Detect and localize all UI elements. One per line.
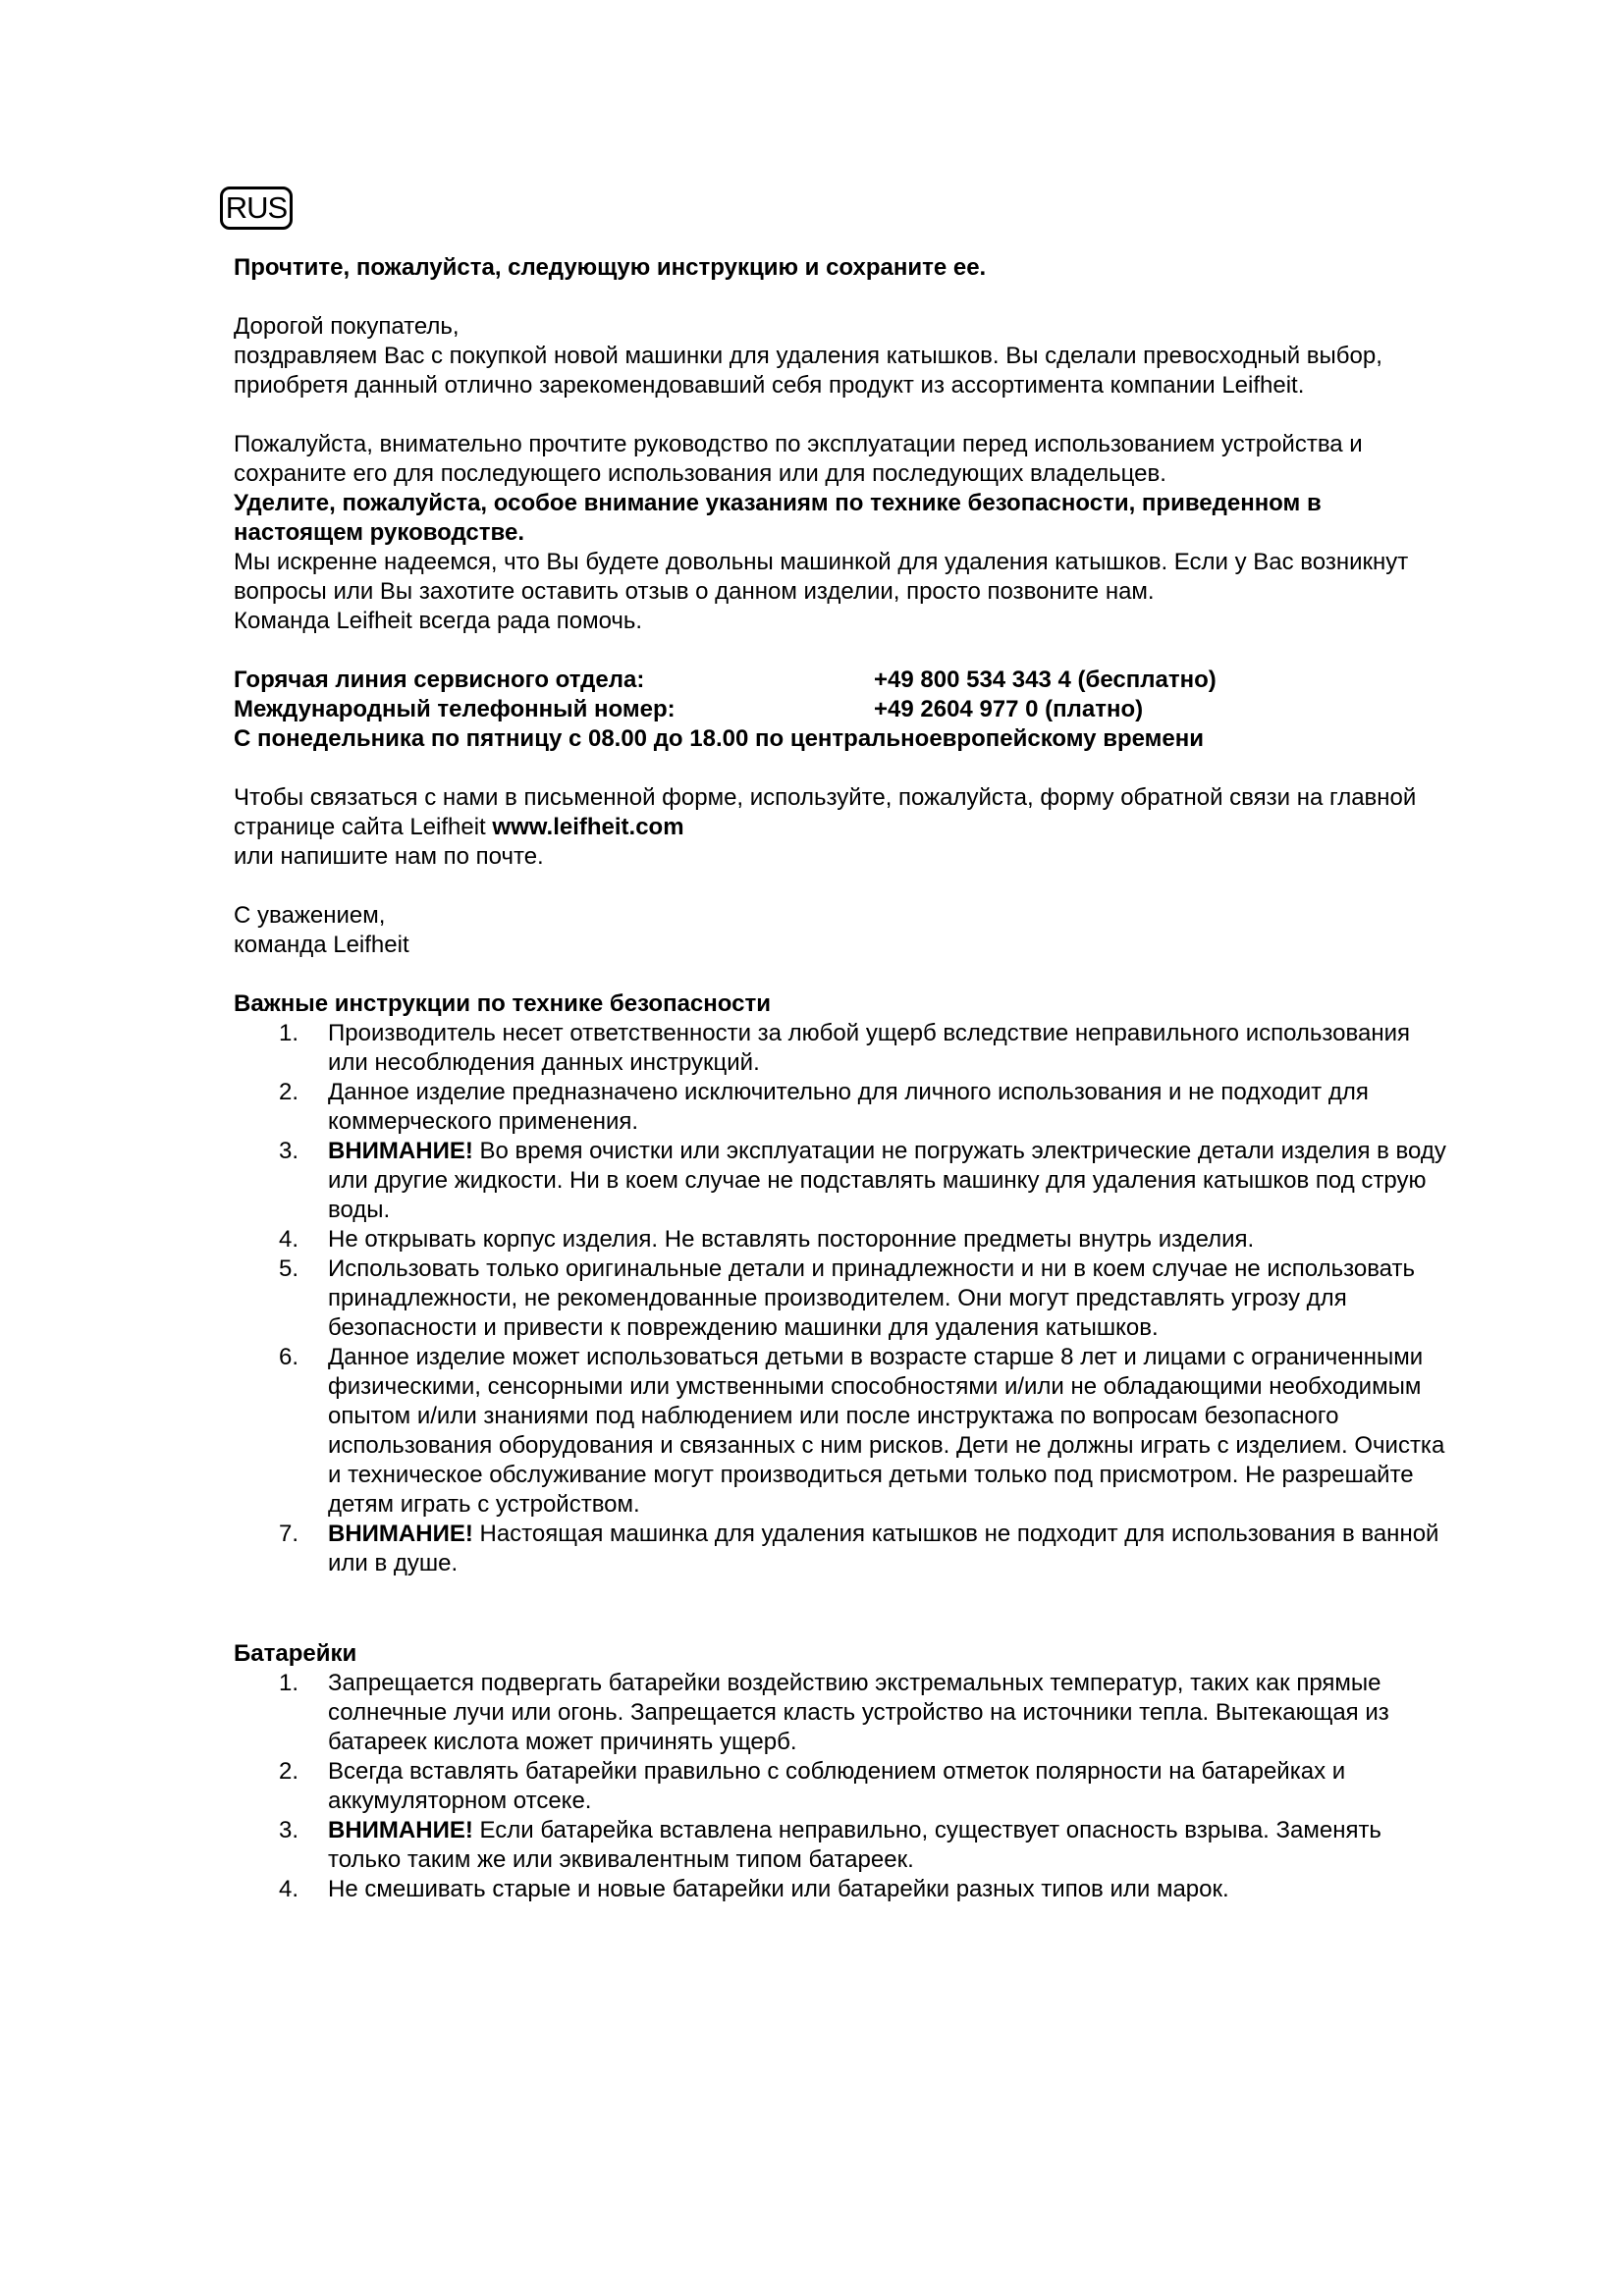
document-body	[234, 253, 1451, 1904]
intro-paragraph-3: Пожалуйста, внимательно прочтите руководство по эксплуатации перед использованием устройства и сохраните его для последующего использования или для последующих владельцев.	[234, 431, 1363, 487]
item-text-body: Настоящая машинка для удаления катышков не подходит для использования в ванной или в душе.	[328, 1521, 1439, 1576]
list-item	[234, 1669, 1451, 1757]
intro-paragraph-5: Команда Leifheit всегда рада помочь.	[234, 608, 643, 634]
list-item	[234, 1816, 1451, 1875]
intl-number[interactable]: +49 2604 977 0 (платно)	[874, 696, 1144, 722]
item-number: 3.	[279, 1817, 299, 1843]
written-contact-text: Чтобы связаться с нами в письменной форме, используйте, пожалуйста, форму обратной связи на главной странице сайта Leifheit	[234, 784, 1417, 840]
item-text	[328, 1520, 1451, 1578]
hotline-label: Горячая линия сервисного отдела:	[234, 667, 645, 693]
closing-team: команда Leifheit	[234, 932, 409, 958]
intro-paragraph-2: приобретя данный отлично зарекомендовавший себя продукт из ассортимента компании Leifheit.	[234, 372, 1305, 399]
greeting: Дорогой покупатель,	[234, 313, 460, 340]
safety-note: Уделите, пожалуйста, особое внимание указаниям по технике безопасности, приведенном в настоящем руководстве.	[234, 490, 1322, 546]
list-item	[234, 1225, 1451, 1255]
list-item	[234, 1019, 1451, 1078]
intl-row	[234, 695, 1451, 724]
item-number: 2.	[279, 1758, 299, 1785]
list-item	[234, 1078, 1451, 1137]
written-contact-suffix: или напишите нам по почте.	[234, 843, 544, 870]
batteries-list	[234, 1669, 1451, 1904]
item-number: 3.	[279, 1138, 299, 1164]
list-item	[234, 1875, 1451, 1904]
item-text-body: Во время очистки или эксплуатации не погружать электрические детали изделия в воду или другие жидкости. Ни в коем случае не подставлять машинку для удаления катышков под струю воды.	[328, 1138, 1446, 1223]
item-text: Данное изделие может использоваться детьми в возрасте старше 8 лет и лицами с ограниченными физическими, сенсорными или умственными способностями и/или не обладающими необходимым опытом и/или знаниями под наблюдением или после инструктажа по вопросам безопасного использования оборудования и связанных с ним рисков. Дети не должны играть с изделием. Очистка и техническое обслуживание могут производиться детьми только под присмотром. Не разрешайте детям играть с устройством.	[328, 1344, 1445, 1518]
intl-label: Международный телефонный номер:	[234, 696, 676, 722]
list-item	[234, 1757, 1451, 1816]
closing-regards: С уважением,	[234, 902, 386, 929]
intro-title: Прочтите, пожалуйста, следующую инструкцию и сохраните ее.	[234, 254, 987, 281]
item-text	[328, 1816, 1451, 1875]
item-number: 4.	[279, 1226, 299, 1253]
list-item	[234, 1343, 1451, 1520]
website-link[interactable]: www.leifheit.com	[492, 814, 684, 840]
safety-heading: Важные инструкции по технике безопасности	[234, 990, 771, 1017]
list-item	[234, 1255, 1451, 1343]
item-text: Всегда вставлять батарейки правильно с соблюдением отметок полярности на батарейках и аккумуляторном отсеке.	[328, 1758, 1346, 1814]
item-text: Производитель несет ответственности за любой ущерб вследствие неправильного использования или несоблюдения данных инструкций.	[328, 1020, 1410, 1076]
item-number: 1.	[279, 1020, 299, 1046]
item-text: Использовать только оригинальные детали и принадлежности и ни в коем случае не использовать принадлежности, не рекомендованные производителем. Они могут представлять угрозу для безопасности и привести к повреждению машинки для удаления катышков.	[328, 1255, 1415, 1341]
written-contact	[234, 783, 1451, 842]
item-text	[328, 1137, 1451, 1225]
item-text: Не смешивать старые и новые батарейки или батарейки разных типов или марок.	[328, 1876, 1229, 1902]
item-text: Данное изделие предназначено исключительно для личного использования и не подходит для коммерческого применения.	[328, 1079, 1369, 1135]
list-item	[234, 1137, 1451, 1225]
list-item	[234, 1520, 1451, 1578]
item-text-body: Если батарейка вставлена неправильно, существует опасность взрыва. Заменять только таким же или эквивалентным типом батареек.	[328, 1817, 1381, 1873]
item-number: 2.	[279, 1079, 299, 1105]
intro-paragraph-1: поздравляем Вас с покупкой новой машинки для удаления катышков. Вы сделали превосходный выбор,	[234, 343, 1382, 369]
item-number: 6.	[279, 1344, 299, 1370]
hotline-number[interactable]: +49 800 534 343 4 (бесплатно)	[874, 667, 1217, 693]
item-text: Не открывать корпус изделия. Не вставлять посторонние предметы внутрь изделия.	[328, 1226, 1255, 1253]
intro-paragraph-4: Мы искренне надеемся, что Вы будете довольны машинкой для удаления катышков. Если у Вас возникнут вопросы или Вы захотите оставить отзыв о данном изделии, просто позвоните нам.	[234, 549, 1409, 605]
item-number: 5.	[279, 1255, 299, 1282]
item-text: Запрещается подвергать батарейки воздействию экстремальных температур, таких как прямые солнечные лучи или огонь. Запрещается класть устройство на источники тепла. Вытекающая из батареек кислота может причинять ущерб.	[328, 1670, 1389, 1755]
safety-list	[234, 1019, 1451, 1578]
warning-word: ВНИМАНИЕ!	[328, 1817, 473, 1843]
hotline-row	[234, 666, 1451, 695]
warning-word: ВНИМАНИЕ!	[328, 1521, 473, 1547]
item-number: 4.	[279, 1876, 299, 1902]
item-number: 7.	[279, 1521, 299, 1547]
language-badge: RUS	[220, 187, 293, 230]
batteries-heading: Батарейки	[234, 1640, 357, 1667]
service-hours: С понедельника по пятницу с 08.00 до 18.00 по центральноевропейскому времени	[234, 725, 1204, 752]
item-number: 1.	[279, 1670, 299, 1696]
warning-word: ВНИМАНИЕ!	[328, 1138, 473, 1164]
